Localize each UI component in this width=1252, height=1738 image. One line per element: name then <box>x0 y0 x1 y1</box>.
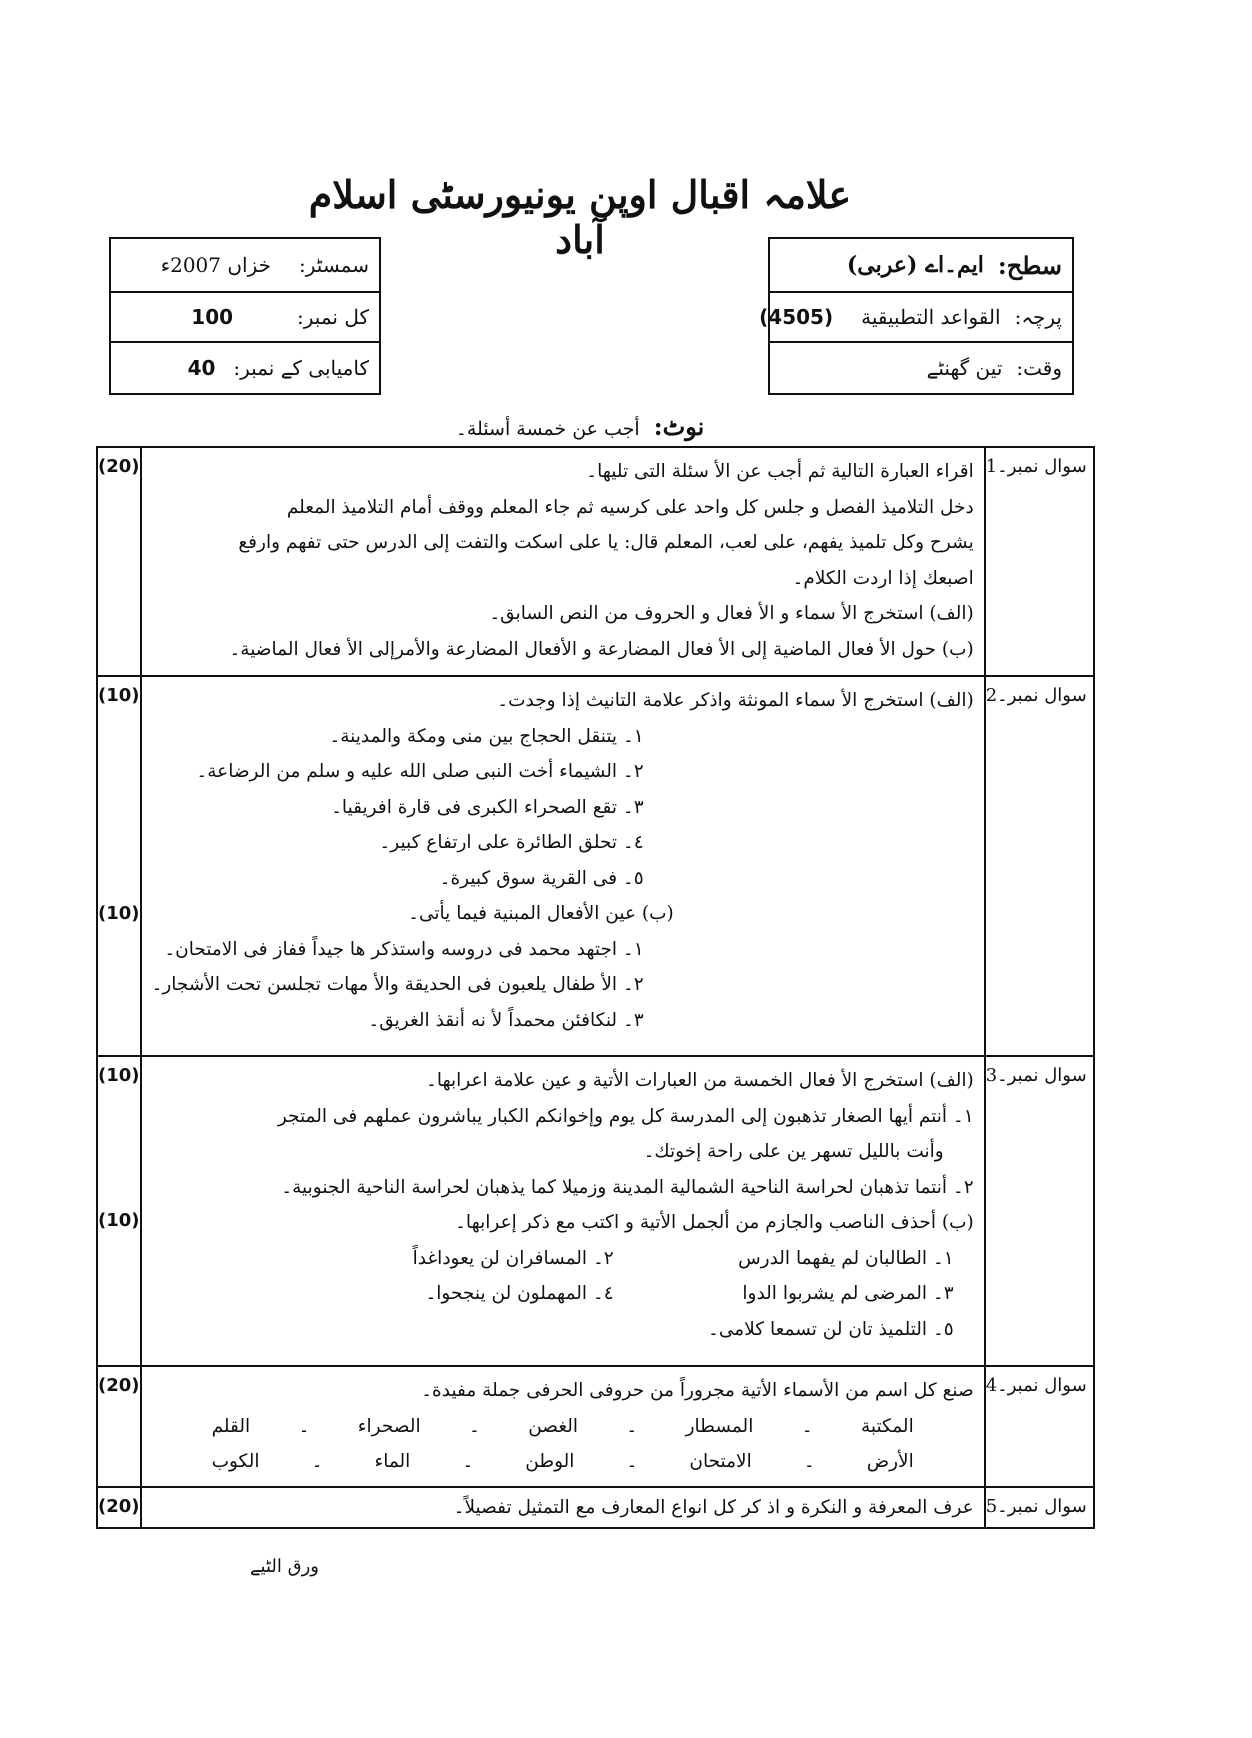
question-row <box>97 1056 1094 1366</box>
question-number: سوال نمبر۔4 <box>985 1366 1094 1487</box>
word-separator: ۔ <box>298 1415 310 1437</box>
semester-row <box>111 239 379 293</box>
word: الامتحان <box>689 1451 752 1472</box>
word-separator: ۔ <box>468 1415 480 1437</box>
word-separator: ۔ <box>626 1415 638 1437</box>
part-b-heading: (ب) أحذف الناصب والجازم من ألجمل الأتية و اكتب مع ذكر إعرابها۔ <box>455 1212 974 1233</box>
question-number: سوال نمبر۔1 <box>985 447 1094 676</box>
question-item: ٣۔ لنكافئن محمداً لأ نه أنقذ الغريق۔ <box>368 1009 644 1031</box>
question-row <box>97 1487 1094 1529</box>
marks-value-a: (10) <box>98 685 140 706</box>
total-marks-row <box>111 293 379 343</box>
pass-marks-value: 40 <box>187 356 216 380</box>
question-body <box>141 676 985 1056</box>
marks-value-b: (10) <box>98 1210 140 1231</box>
question-marks <box>97 676 141 1056</box>
question-body <box>141 447 985 676</box>
questions-table <box>96 446 1095 1529</box>
level-value: ایم۔اے (عربی) <box>846 252 984 278</box>
question-body <box>141 1366 985 1487</box>
total-marks-value: 100 <box>191 305 234 329</box>
word: المسطار <box>685 1415 754 1437</box>
pair-row <box>152 1276 974 1312</box>
question-item: ٤۔ تحلق الطائرة على ارتفاع كبير۔ <box>379 832 644 853</box>
paper-label: پرچہ: <box>1014 305 1062 329</box>
question-row <box>97 447 1094 676</box>
question-body <box>141 1056 985 1366</box>
question-item: ٢۔ أنتما تذهبان لحراسة الناحية الشمالية المدينة وزميلا كما يذهبان لحراسة الناحية الجنوبية۔ <box>281 1176 974 1198</box>
question-number: سوال نمبر۔3 <box>985 1056 1094 1366</box>
paper-row <box>759 293 1072 343</box>
pass-marks-row <box>111 343 379 393</box>
question-row <box>97 676 1094 1056</box>
level-row <box>770 239 1072 293</box>
question-item: ٤۔ المهملون لن ينجحوا۔ <box>425 1283 614 1304</box>
question-item: ١۔ أنتم أيها الصغار تذهبون إلى المدرسة كل يوم وإخوانكم الكبار يباشرون عملهم فى المتجر <box>277 1105 974 1127</box>
turn-over-note: ورق الٹیے <box>250 1556 319 1577</box>
pair-row <box>152 1241 974 1277</box>
semester-info-box <box>109 237 381 395</box>
word: الوطن <box>525 1451 575 1472</box>
word-row <box>152 1409 974 1445</box>
word-separator: ۔ <box>311 1451 323 1472</box>
question-item: ١۔ يتنقل الحجاج بين منى ومكة والمدينة۔ <box>329 725 644 747</box>
question-item: ٣۔ تقع الصحراء الكبرى فى قارة افريقيا۔ <box>331 796 644 818</box>
paper-value: القواعد التطبيقية <box>861 305 1001 329</box>
semester-value: خزاں 2007ء <box>160 253 272 277</box>
note <box>420 412 740 441</box>
marks-value: (20) <box>98 1495 140 1517</box>
question-marks <box>97 1056 141 1366</box>
question-line: عرف المعرفة و النكرة و اذ كر كل انواع المعارف مع التمثيل تفصيلاً۔ <box>453 1496 974 1518</box>
word-separator: ۔ <box>462 1451 474 1472</box>
question-line: اقراء العبارة التالية ثم أجب عن الأ سئلة التى تليها۔ <box>586 461 974 482</box>
question-number: سوال نمبر۔5 <box>985 1487 1094 1529</box>
question-item: ٥۔ التلميذ تان لن تسمعا كلامى۔ <box>708 1318 954 1340</box>
semester-label: سمسٹر: <box>299 253 369 277</box>
university-title: علامہ اقبال اوپن یونیورسٹی اسلام آباد <box>308 172 852 262</box>
question-marks <box>97 447 141 676</box>
word-row <box>152 1444 974 1480</box>
part-b-heading: (ب) عين الأفعال المبنية فيما يأتى۔ <box>408 903 674 924</box>
word: المكتبة <box>860 1415 914 1437</box>
question-item: ٥۔ فى القرية سوق كبيرة۔ <box>439 867 644 889</box>
course-info-box <box>759 237 1074 395</box>
marks-value-b: (10) <box>98 903 140 924</box>
word-separator: ۔ <box>626 1451 638 1472</box>
question-line: يشرح وكل تلميذ يفهم، على لعب، المعلم قال: يا على اسكت والتفت إلى الدرس حتى تفهم وارفع <box>238 532 974 553</box>
question-number: سوال نمبر۔2 <box>985 676 1094 1056</box>
word-separator: ۔ <box>801 1415 813 1437</box>
question-line: دخل التلاميذ الفصل و جلس كل واحد على كرسيه ثم جاء المعلم ووقف أمام التلاميذ المعلم <box>286 496 974 518</box>
time-row <box>770 343 1072 393</box>
level-label: سطح: <box>997 250 1062 280</box>
time-value: تین گھنٹے <box>926 356 1003 380</box>
word: القلم <box>211 1415 251 1437</box>
question-item: ٣۔ المرضى لم يشربوا الدوا <box>742 1283 954 1304</box>
question-line: اصبعك إذا اردت الكلام۔ <box>792 567 974 589</box>
question-item: ٢۔ المسافران لن يعوداغداً <box>412 1247 614 1269</box>
total-marks-label: کل نمبر: <box>297 305 369 329</box>
question-item: ١۔ اجتهد محمد فى دروسه واستذكر ها جيداً ففاز فى الامتحان۔ <box>164 938 644 960</box>
word: الكوب <box>211 1451 260 1472</box>
note-text: أجب عن خمسة أسئلة۔ <box>455 418 640 440</box>
question-marks <box>97 1366 141 1487</box>
time-label: وقت: <box>1016 356 1062 380</box>
word: الصحراء <box>357 1415 421 1437</box>
question-item: ٢۔ الشيماء أخت النبى صلى الله عليه و سلم من الرضاعة۔ <box>196 761 644 782</box>
question-marks <box>97 1487 141 1529</box>
paper-code: (4505) <box>759 305 834 329</box>
part-a-heading: (الف) استخرج الأ سماء المونثة واذكر علامة التانيث إذا وجدت۔ <box>497 690 974 711</box>
word: الأرض <box>866 1451 914 1472</box>
word-separator: ۔ <box>803 1451 815 1472</box>
question-instruction: صنع كل اسم من الأسماء الأتية مجروراً من حروفى الحرفى جملة مفيدة۔ <box>421 1380 974 1401</box>
question-item: ١۔ الطالبان لم يفهما الدرس <box>738 1247 954 1269</box>
question-body <box>141 1487 985 1529</box>
question-item: وأنت بالليل تسهر ين على راحة إخوتك۔ <box>643 1141 944 1162</box>
marks-value-a: (10) <box>98 1065 140 1086</box>
marks-value: (20) <box>98 1375 140 1396</box>
marks-value: (20) <box>98 456 140 477</box>
part-a-heading: (الف) استخرج الأ فعال الخمسة من العبارات الأتية و عين علامة اعرابها۔ <box>426 1070 974 1091</box>
word: الغصن <box>528 1415 579 1437</box>
word: الماء <box>374 1451 411 1472</box>
question-line: (الف) استخرج الأ سماء و الأ فعال و الحروف من النص السابق۔ <box>489 603 974 624</box>
note-label: نوٹ: <box>653 412 705 441</box>
pass-marks-label: کامیابی کے نمبر: <box>233 356 369 380</box>
question-item: ٢۔ الأ طفال يلعبون فى الحديقة والأ مهات تجلسن تحت الأشجار۔ <box>151 974 644 995</box>
question-row <box>97 1366 1094 1487</box>
question-line: (ب) حول الأ فعال الماضية إلى الأ فعال المضارعة و الأفعال المضارعة والأمرإلى الأ فعال الماضية۔ <box>229 638 974 660</box>
